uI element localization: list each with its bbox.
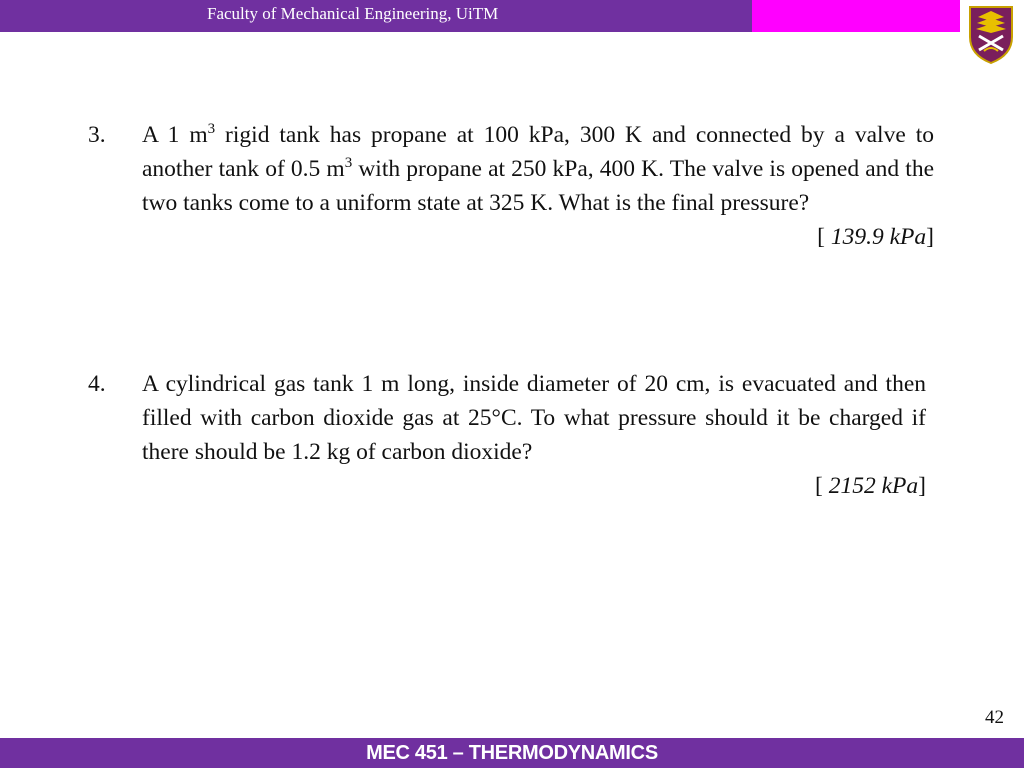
question-text-part: rigid tank has propane at 100 kPa, 300 K and connected by a valve to another tank of 0.5 m (142, 122, 934, 182)
answer-value: 2152 kPa (828, 473, 919, 499)
answer-bracket: ] (926, 224, 934, 250)
uitm-crest-logo-icon (966, 3, 1016, 65)
superscript: 3 (344, 155, 353, 171)
question-answer (88, 220, 934, 254)
footer-bar (0, 738, 1024, 768)
footer-title: MEC 451 – THERMODYNAMICS (366, 742, 658, 764)
question-4 (88, 367, 926, 503)
question-3 (88, 118, 934, 254)
superscript: 3 (207, 121, 216, 137)
answer-bracket: [ (817, 224, 831, 250)
question-text-part: A 1 m (142, 122, 208, 148)
question-text (142, 118, 934, 220)
page-number: 42 (985, 707, 1004, 728)
answer-bracket: [ (815, 473, 829, 499)
question-answer (88, 469, 926, 503)
question-number: 4. (88, 371, 106, 397)
question-number: 3. (88, 122, 106, 148)
answer-value: 139.9 kPa (830, 224, 927, 250)
answer-bracket: ] (918, 473, 926, 499)
header-title: Faculty of Mechanical Engineering, UiTM (207, 4, 499, 23)
question-text-part: with propane at 250 kPa, 400 K. The valve is opened and the two tanks come to a uniform state at 325 K. What is the final pressure? (142, 156, 935, 216)
header-bar (0, 0, 752, 32)
question-text: A cylindrical gas tank 1 m long, inside diameter of 20 cm, is evacuated and then filled with carbon dioxide gas at 25°C. To what pressure should it be charged if there should be 1.2 kg of carbon dioxide? (142, 371, 926, 465)
header-accent-bar (752, 0, 960, 32)
